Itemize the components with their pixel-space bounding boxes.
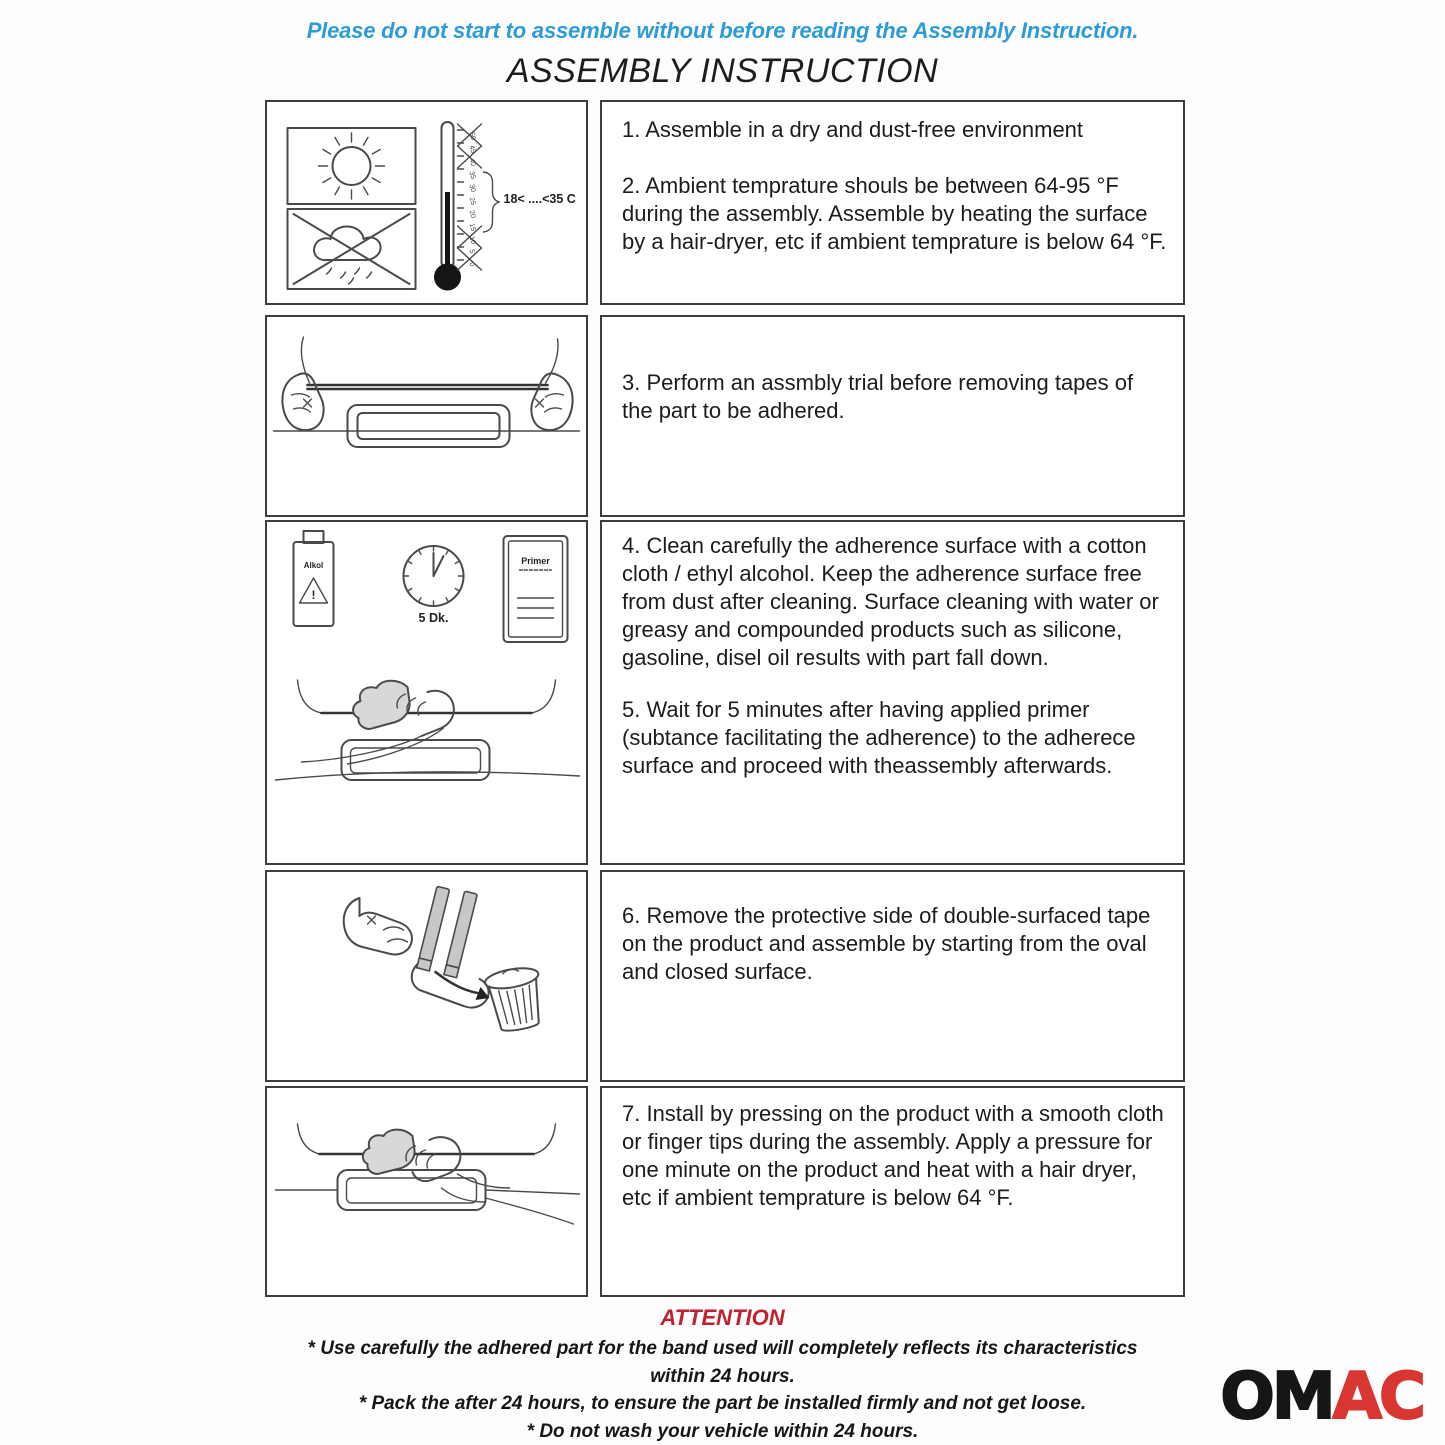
instruction-item-6: 6. Remove the protective side of double-surfaced tape on the product and assemble by starting from the oval and closed surface. (622, 903, 1151, 984)
svg-text:50: 50 (467, 131, 477, 142)
sun-rays (319, 133, 385, 199)
panel-seam-lines (276, 1190, 580, 1194)
step-illustration-cell-2 (265, 315, 588, 517)
step-illustration-cell-4 (265, 870, 588, 1082)
instruction-item-4: 4. Clean carefully the adherence surface with a cotton cloth / ethyl alcohol. Keep the adherence surface free from dust after cleaning. Surface cleaning with water or greasy and compounded products such as silicone, gasoline, disel oil results with part fall down. (622, 533, 1159, 670)
attention-note-3: * Do not wash your vehicle within 24 hours. (526, 1420, 919, 1442)
top-warning-text: Please do not start to assemble without before reading the Assembly Instruction. (306, 18, 1139, 43)
svg-text:25: 25 (467, 196, 477, 207)
trash-can-icon (484, 965, 548, 1034)
arrow-to-trash-icon (436, 972, 490, 1000)
step-illustration-cell-1 (265, 100, 588, 305)
wiping-hand-scene (276, 680, 580, 780)
attention-title: ATTENTION (660, 1305, 785, 1330)
page-title: ASSEMBLY INSTRUCTION (506, 52, 939, 90)
instruction-item-1: 1. Assemble in a dry and dust-free environment (622, 117, 1084, 142)
primer-card-icon (504, 536, 568, 642)
sun-icon (333, 147, 371, 185)
no-rain-cross-icon (294, 214, 410, 284)
alcohol-label: Alkol (303, 561, 324, 570)
strip-end-right (546, 339, 559, 383)
step-text-cell-3 (600, 520, 1185, 865)
step-text-cell-1 (600, 100, 1185, 305)
clock-icon (404, 546, 464, 625)
warning-exclamation: ! (311, 588, 316, 602)
omac-logo (1220, 1360, 1423, 1434)
range-brace (484, 172, 500, 232)
svg-text:10: 10 (467, 235, 477, 246)
instruction-item-7: 7. Install by pressing on the product with a smooth cloth or finger tips during the assembly. Apply a pressure for one minute on the product and heat with a hair dryer, etc if ambient temprature is below 64 °F. (622, 1101, 1164, 1210)
attention-notes (293, 1335, 1153, 1445)
step-text-cell-5 (600, 1086, 1185, 1297)
svg-text:45: 45 (467, 144, 477, 155)
temp-range-label: 18< ....<35 C (503, 192, 576, 206)
step-text-cell-2 (600, 315, 1185, 517)
trial-fit-illustration (267, 317, 586, 515)
strip-end-left (302, 337, 310, 383)
recess-inner (347, 1178, 477, 1203)
recess-inner (358, 413, 500, 439)
svg-text:5: 5 (467, 248, 476, 255)
instruction-item-3: 3. Perform an assmbly trial before removing tapes of the part to be adhered. (622, 370, 1134, 423)
left-hand-icon (282, 373, 323, 430)
cloth-icon (353, 681, 410, 729)
remove-tape-illustration (267, 872, 586, 1080)
step-text-cell-4 (600, 870, 1185, 1082)
instruction-item-5: 5. Wait for 5 minutes after having applied primer (subtance facilitating the adherence) to the adherece surface and proceed with theassembly afterwards. (622, 697, 1136, 778)
svg-text:20: 20 (467, 209, 477, 220)
trim-strip (308, 385, 548, 389)
sun-rain-thermometer-illustration (267, 102, 586, 303)
svg-text:35: 35 (467, 170, 477, 181)
step-illustration-cell-5 (265, 1086, 588, 1297)
svg-text:0: 0 (467, 261, 476, 268)
svg-text:30: 30 (467, 183, 477, 194)
primer-label: Primer (521, 556, 550, 566)
clean-surface-illustration (267, 522, 586, 863)
recess-outer (338, 1170, 486, 1210)
protective-tape-strips (417, 884, 478, 977)
thermometer-icon (434, 122, 461, 291)
alcohol-bottle-icon (294, 531, 334, 626)
instruction-item-2: 2. Ambient temprature shouls be between 64-95 °F during the assembly. Assemble by heating the surface by a hair-dryer, etc if ambient temprature is below 64 °F. (622, 173, 1167, 254)
step-illustration-cell-3 (265, 520, 588, 865)
svg-text:15: 15 (467, 222, 477, 233)
right-hand-icon (531, 373, 572, 430)
attention-note-2: * Pack the after 24 hours, to ensure the part be installed firmly and not get loose. (358, 1393, 1087, 1415)
recess-outer (348, 405, 510, 447)
svg-text:40: 40 (467, 157, 477, 168)
logo-black-letters: OM (1220, 1360, 1333, 1434)
press-install-illustration (267, 1088, 586, 1295)
hand-icon (344, 898, 412, 954)
rain-drops (327, 268, 372, 284)
logo-red-letters: AC (1332, 1360, 1423, 1434)
clock-duration-label: 5 Dk. (418, 611, 449, 625)
attention-note-1: * Use carefully the adhered part for the band used will completely reflects its characteristics within 24 hours. (307, 1338, 1138, 1387)
